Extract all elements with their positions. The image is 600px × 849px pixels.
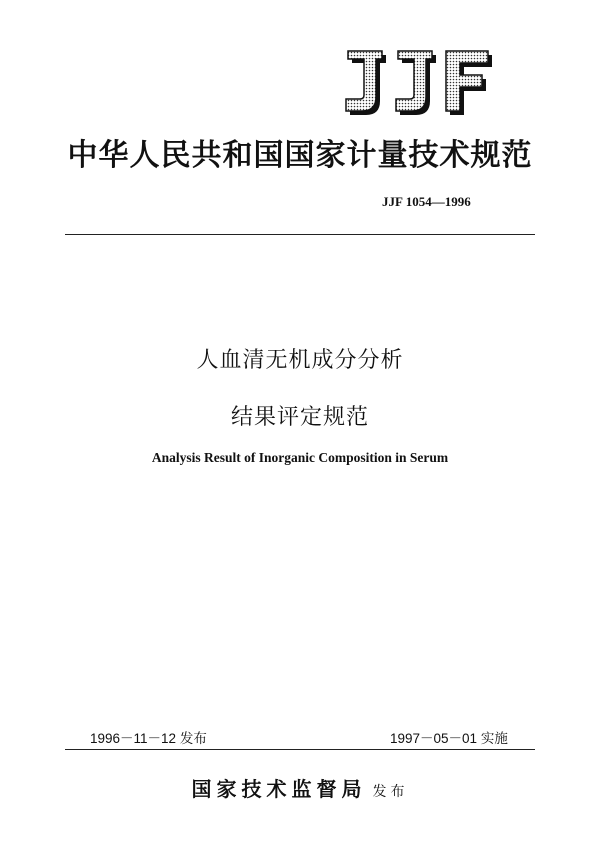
header-divider (65, 234, 535, 235)
issuer-action: 发布 (372, 784, 409, 800)
issue-date: 1996－11－12 发布 (90, 731, 207, 746)
jjf-logo (338, 45, 498, 117)
document-title-line1: 人血清无机成分分析 (196, 348, 404, 373)
standard-code: JJF 1054—1996 (382, 194, 471, 209)
standard-title: 中华人民共和国国家计量技术规范 (67, 138, 533, 173)
logo-letter-j1 (346, 51, 386, 115)
effective-date: 1997－05－01 实施 (390, 731, 508, 746)
issuer-organization: 国家技术监督局 (191, 777, 367, 801)
logo-letter-f (446, 51, 492, 115)
document-title-line2: 结果评定规范 (230, 405, 369, 430)
issuer-line (0, 773, 600, 802)
footer-divider (65, 749, 535, 750)
logo-letter-j2 (396, 51, 436, 115)
document-title-english: Analysis Result of Inorganic Composition in Serum (151, 450, 449, 465)
